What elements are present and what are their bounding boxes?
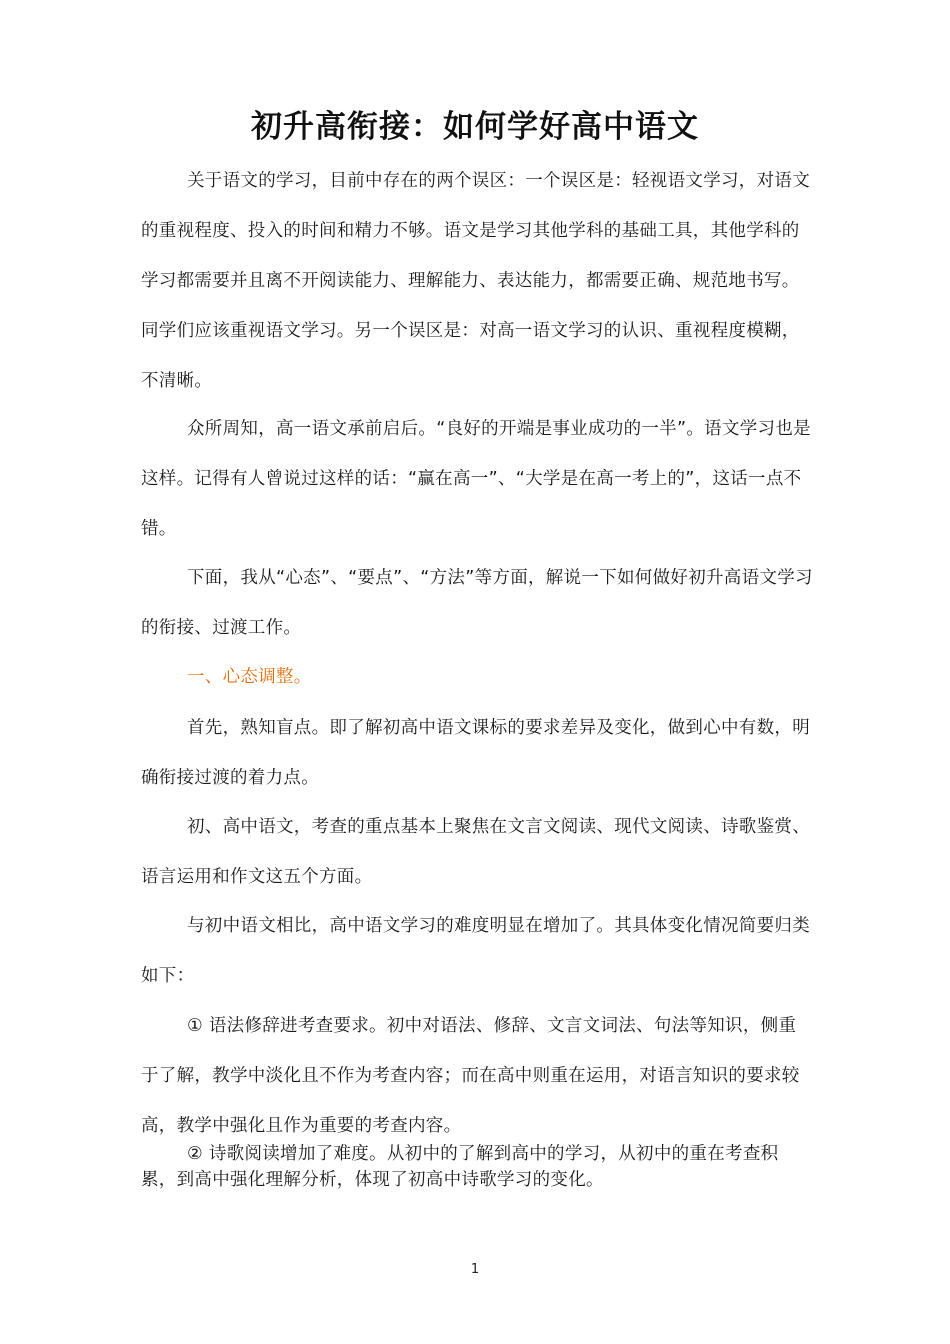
list-item-poetry-reading: ② 诗歌阅读增加了难度。从初中的了解到高中的学习，从初中的重在考查积累，到高中强化理解分析，体现了初高中诗歌学习的变化。 bbox=[141, 1144, 779, 1190]
section-heading-mindset: 一、心态调整。 bbox=[187, 667, 312, 687]
paragraph-difficulty-increase: 与初中语文相比，高中语文学习的难度明显在增加了。其具体变化情况简要归类如下： bbox=[141, 916, 810, 986]
page-number: 1 bbox=[470, 1262, 480, 1277]
paragraph-misconceptions: 关于语文的学习，目前中存在的两个误区：一个误区是：轻视语文学习，对语文的重视程度、投入的时间和精力不够。语文是学习其他学科的基础工具，其他学科的学习都需要并且离不开阅读能力、理解能力、表达能力，都需要正确、规范地书写。同学们应该重视语文学习。另一个误区是：对高一语文学习的认识、重视程度模糊，不清晰。 bbox=[141, 171, 810, 391]
paragraph-exam-focus: 初、高中语文，考查的重点基本上聚焦在文言文阅读、现代文阅读、诗歌鉴赏、语言运用和作文这五个方面。 bbox=[141, 817, 810, 887]
page-title: 初升高衔接：如何学好高中语文 bbox=[251, 109, 699, 145]
paragraph-introduction: 下面，我从“心态”、“要点”、“方法”等方面，解说一下如何做好初升高语文学习的衔接、过渡工作。 bbox=[141, 568, 813, 638]
paragraph-blind-spots: 首先，熟知盲点。即了解初高中语文课标的要求差异及变化，做到心中有数，明确衔接过渡的着力点。 bbox=[141, 718, 810, 788]
list-item-grammar-rhetoric: ① 语法修辞进考查要求。初中对语法、修辞、文言文词法、句法等知识，侧重于了解，教学中淡化且不作为考查内容；而在高中则重在运用，对语言知识的要求较高，教学中强化且作为重要的考查内容。 bbox=[141, 1016, 800, 1136]
paragraph-first-year-importance: 众所周知，高一语文承前启后。“良好的开端是事业成功的一半”。语文学习也是这样。记得有人曾说过这样的话：“赢在高一”、“大学是在高一考上的”，这话一点不错。 bbox=[141, 419, 811, 539]
